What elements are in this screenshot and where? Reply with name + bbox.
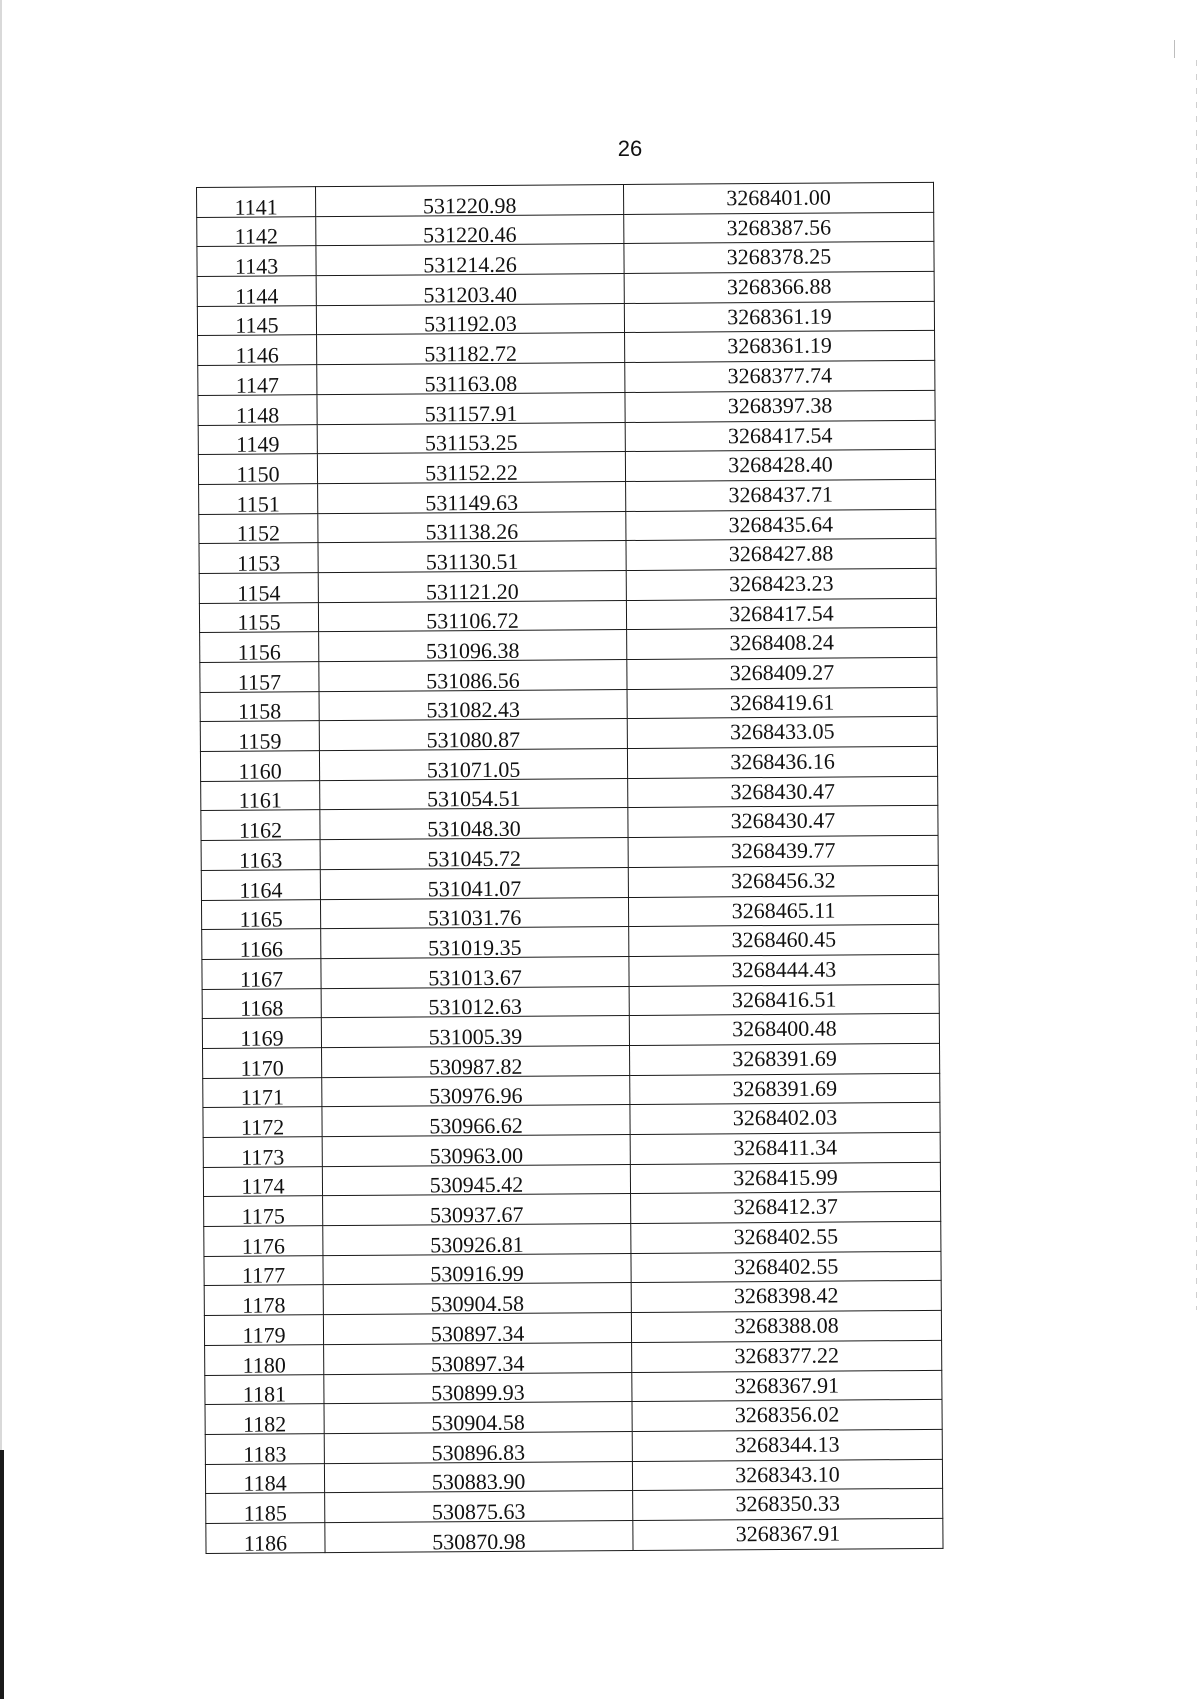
point-id-cell-text: 1143 bbox=[234, 253, 279, 279]
x-coordinate-cell-text: 531220.46 bbox=[423, 222, 517, 248]
y-coordinate-cell-text: 3268366.88 bbox=[726, 273, 832, 300]
point-id-cell-text: 1152 bbox=[236, 520, 281, 546]
y-coordinate-cell bbox=[630, 1162, 940, 1194]
y-coordinate-cell-text: 3268412.37 bbox=[733, 1193, 838, 1220]
point-id-cell bbox=[197, 187, 316, 218]
point-id-cell-text: 1153 bbox=[236, 550, 281, 576]
y-coordinate-cell bbox=[626, 598, 936, 630]
point-id-cell bbox=[198, 454, 317, 485]
point-id-cell-text: 1177 bbox=[241, 1262, 286, 1289]
point-id-cell-text: 1161 bbox=[238, 787, 282, 814]
point-id-cell bbox=[203, 1137, 322, 1168]
point-id-cell-text: 1142 bbox=[234, 223, 279, 250]
y-coordinate-cell-text: 3268417.54 bbox=[729, 600, 834, 626]
point-id-cell bbox=[206, 1493, 325, 1524]
y-coordinate-cell-text: 3268409.27 bbox=[729, 659, 835, 686]
y-coordinate-cell bbox=[625, 420, 935, 452]
y-coordinate-cell bbox=[625, 360, 935, 392]
y-coordinate-cell-text: 3268377.22 bbox=[734, 1342, 840, 1369]
x-coordinate-cell-text: 530904.58 bbox=[430, 1290, 525, 1317]
y-coordinate-cell bbox=[632, 1429, 942, 1461]
point-id-cell-text: 1154 bbox=[237, 580, 281, 606]
x-coordinate-cell-text: 530883.90 bbox=[431, 1468, 526, 1495]
point-id-cell bbox=[199, 543, 318, 574]
x-coordinate-cell-text: 531054.51 bbox=[426, 786, 521, 812]
x-coordinate-cell bbox=[317, 452, 625, 484]
x-coordinate-cell bbox=[322, 1164, 630, 1196]
x-coordinate-cell bbox=[316, 214, 624, 246]
point-id-cell bbox=[199, 602, 318, 636]
x-coordinate-cell bbox=[322, 1045, 630, 1080]
y-coordinate-cell bbox=[633, 1518, 943, 1550]
y-coordinate-cell-text: 3268361.19 bbox=[727, 333, 832, 359]
point-id-cell-text: 1174 bbox=[241, 1173, 285, 1200]
x-coordinate-cell-text: 530904.58 bbox=[431, 1409, 525, 1436]
point-id-cell bbox=[197, 216, 316, 250]
x-coordinate-cell-text: 531203.40 bbox=[423, 281, 518, 308]
point-id-cell bbox=[205, 1463, 324, 1494]
point-id-cell-text: 1167 bbox=[239, 965, 284, 992]
y-coordinate-cell-text: 3268344.13 bbox=[734, 1431, 840, 1458]
point-id-cell bbox=[203, 1077, 322, 1111]
y-coordinate-cell-text: 3268437.71 bbox=[728, 481, 833, 508]
point-id-cell bbox=[199, 484, 318, 515]
x-coordinate-cell-text: 531220.98 bbox=[422, 192, 517, 219]
y-coordinate-cell-text: 3268391.69 bbox=[732, 1075, 838, 1101]
x-coordinate-cell-text: 530976.96 bbox=[429, 1083, 523, 1109]
y-coordinate-cell bbox=[632, 1400, 942, 1432]
x-coordinate-cell bbox=[321, 927, 629, 959]
y-coordinate-cell-text: 3268456.32 bbox=[731, 867, 836, 894]
x-coordinate-cell bbox=[320, 808, 628, 840]
x-coordinate-cell bbox=[323, 1194, 631, 1226]
y-coordinate-cell bbox=[627, 657, 937, 689]
y-coordinate-cell bbox=[623, 182, 933, 214]
y-coordinate-cell-text: 3268387.56 bbox=[726, 214, 832, 240]
y-coordinate-cell bbox=[624, 271, 934, 303]
point-id-cell-text: 1175 bbox=[241, 1203, 285, 1229]
y-coordinate-cell-text: 3268391.69 bbox=[732, 1045, 837, 1072]
x-coordinate-cell bbox=[317, 333, 625, 365]
y-coordinate-cell-text: 3268388.08 bbox=[734, 1312, 839, 1339]
y-coordinate-cell-text: 3268416.51 bbox=[731, 986, 837, 1012]
point-id-cell bbox=[205, 1374, 324, 1405]
point-id-cell-text: 1166 bbox=[239, 936, 284, 962]
x-coordinate-cell-text: 531214.26 bbox=[423, 251, 517, 278]
x-coordinate-cell bbox=[324, 1431, 632, 1463]
point-id-cell-text: 1164 bbox=[239, 876, 283, 903]
x-coordinate-cell-text: 531106.72 bbox=[426, 608, 519, 634]
x-coordinate-cell-text: 530945.42 bbox=[429, 1172, 524, 1198]
y-coordinate-cell bbox=[626, 509, 936, 541]
y-coordinate-cell-text: 3268415.99 bbox=[733, 1164, 838, 1190]
point-id-cell bbox=[203, 1048, 322, 1079]
point-id-cell bbox=[205, 1404, 324, 1435]
x-coordinate-cell bbox=[319, 660, 627, 692]
y-coordinate-cell-text: 3268439.77 bbox=[730, 837, 836, 864]
x-coordinate-cell bbox=[319, 630, 627, 662]
point-id-cell-text: 1163 bbox=[239, 847, 283, 873]
x-coordinate-cell bbox=[324, 1372, 632, 1404]
x-coordinate-cell-text: 531192.03 bbox=[424, 311, 517, 337]
y-coordinate-cell-text: 3268377.74 bbox=[727, 362, 833, 389]
page-number: 26 bbox=[617, 136, 643, 161]
y-coordinate-cell-text: 3268398.42 bbox=[733, 1282, 839, 1309]
x-coordinate-cell bbox=[323, 1313, 631, 1345]
x-coordinate-cell-text: 531082.43 bbox=[426, 697, 520, 723]
y-coordinate-cell-text: 3268427.88 bbox=[728, 540, 834, 567]
point-id-cell bbox=[202, 959, 321, 990]
y-coordinate-cell-text: 3268423.23 bbox=[728, 570, 834, 597]
y-coordinate-cell bbox=[629, 1014, 939, 1046]
point-id-cell-text: 1173 bbox=[241, 1144, 285, 1170]
point-id-cell bbox=[204, 1285, 323, 1316]
y-coordinate-cell-text: 3268430.47 bbox=[730, 807, 836, 834]
point-id-cell bbox=[202, 1018, 321, 1049]
y-coordinate-cell bbox=[627, 687, 937, 719]
x-coordinate-cell-text: 530966.62 bbox=[429, 1112, 523, 1139]
x-coordinate-cell bbox=[325, 1520, 633, 1555]
point-id-cell-text: 1183 bbox=[243, 1440, 287, 1467]
y-coordinate-cell-text: 3268430.47 bbox=[730, 778, 836, 805]
point-id-cell bbox=[200, 721, 319, 752]
x-coordinate-cell bbox=[316, 274, 624, 306]
x-coordinate-cell bbox=[325, 1491, 633, 1523]
x-coordinate-cell bbox=[323, 1224, 631, 1256]
point-id-cell-text: 1180 bbox=[242, 1351, 286, 1378]
x-coordinate-cell bbox=[322, 1075, 630, 1107]
x-coordinate-cell-text: 531012.63 bbox=[428, 993, 523, 1020]
y-coordinate-cell-text: 3268411.34 bbox=[733, 1134, 838, 1161]
y-coordinate-cell bbox=[631, 1310, 941, 1342]
point-id-cell bbox=[198, 424, 317, 455]
point-id-cell-text: 1165 bbox=[239, 906, 283, 932]
x-coordinate-cell bbox=[318, 481, 626, 513]
x-coordinate-cell bbox=[324, 1402, 632, 1434]
point-id-cell-text: 1155 bbox=[237, 609, 281, 636]
point-id-cell-text: 1158 bbox=[237, 698, 282, 725]
x-coordinate-cell-text: 531121.20 bbox=[425, 578, 519, 605]
x-coordinate-cell-text: 531045.72 bbox=[427, 845, 522, 872]
point-id-cell bbox=[201, 869, 320, 903]
point-id-cell bbox=[202, 988, 321, 1019]
y-coordinate-cell-text: 3268402.55 bbox=[733, 1223, 839, 1250]
point-id-cell-text: 1146 bbox=[235, 342, 279, 368]
x-coordinate-cell bbox=[319, 719, 627, 751]
x-coordinate-cell-text: 530875.63 bbox=[431, 1498, 526, 1525]
x-coordinate-cell-text: 531048.30 bbox=[427, 815, 521, 842]
x-coordinate-cell-text: 531153.25 bbox=[424, 429, 518, 456]
x-coordinate-cell bbox=[320, 897, 628, 929]
y-coordinate-cell bbox=[630, 1132, 940, 1164]
point-id-cell bbox=[198, 365, 317, 396]
y-coordinate-cell bbox=[625, 390, 935, 422]
x-coordinate-cell bbox=[323, 1253, 631, 1285]
point-id-cell-text: 1168 bbox=[240, 995, 284, 1021]
x-coordinate-cell bbox=[316, 303, 624, 335]
y-coordinate-cell-text: 3268435.64 bbox=[728, 511, 834, 537]
point-id-cell-text: 1157 bbox=[237, 669, 282, 695]
y-coordinate-cell bbox=[624, 212, 934, 244]
point-id-cell bbox=[198, 394, 317, 428]
x-coordinate-cell bbox=[321, 1016, 629, 1048]
y-coordinate-cell bbox=[625, 331, 935, 363]
point-id-cell bbox=[205, 1434, 324, 1465]
point-id-cell bbox=[203, 1107, 322, 1138]
x-coordinate-cell-text: 531071.05 bbox=[426, 756, 521, 783]
y-coordinate-cell bbox=[632, 1370, 942, 1402]
x-coordinate-cell-text: 531041.07 bbox=[427, 875, 522, 901]
y-coordinate-cell bbox=[624, 301, 934, 333]
x-coordinate-cell-text: 530926.81 bbox=[430, 1231, 524, 1258]
x-coordinate-cell-text: 530899.93 bbox=[431, 1379, 525, 1406]
point-id-cell bbox=[204, 1226, 323, 1257]
point-id-cell bbox=[205, 1344, 324, 1378]
y-coordinate-cell bbox=[631, 1281, 941, 1313]
x-coordinate-cell-text: 530916.99 bbox=[430, 1261, 524, 1287]
point-id-cell-text: 1156 bbox=[237, 639, 281, 665]
y-coordinate-cell bbox=[628, 806, 938, 838]
x-coordinate-cell bbox=[317, 363, 625, 395]
x-coordinate-cell bbox=[318, 511, 626, 543]
x-coordinate-cell-text: 530896.83 bbox=[431, 1439, 526, 1465]
point-id-cell-text: 1141 bbox=[234, 194, 278, 220]
point-id-cell-text: 1151 bbox=[236, 490, 280, 517]
y-coordinate-cell bbox=[632, 1459, 942, 1491]
x-coordinate-cell bbox=[317, 392, 625, 424]
point-id-cell bbox=[201, 810, 320, 841]
point-id-cell-text: 1181 bbox=[242, 1381, 287, 1407]
y-coordinate-cell bbox=[626, 479, 936, 511]
x-coordinate-cell-text: 531130.51 bbox=[425, 548, 519, 575]
point-id-cell bbox=[200, 662, 319, 693]
point-id-cell-text: 1160 bbox=[238, 758, 282, 784]
point-id-cell bbox=[201, 840, 320, 871]
y-coordinate-cell bbox=[628, 776, 938, 808]
point-id-cell-text: 1182 bbox=[242, 1411, 287, 1437]
point-id-cell-text: 1150 bbox=[236, 461, 280, 487]
x-coordinate-cell-text: 530897.34 bbox=[430, 1350, 525, 1376]
x-coordinate-cell bbox=[322, 1105, 630, 1137]
point-id-cell-text: 1185 bbox=[243, 1500, 287, 1526]
x-coordinate-cell bbox=[319, 749, 627, 781]
y-coordinate-cell-text: 3268401.00 bbox=[726, 184, 831, 211]
point-id-cell-text: 1148 bbox=[235, 401, 280, 428]
x-coordinate-cell bbox=[324, 1342, 632, 1374]
y-coordinate-cell bbox=[627, 746, 937, 778]
point-id-cell-text: 1176 bbox=[241, 1233, 286, 1259]
scan-mark bbox=[1174, 40, 1175, 58]
x-coordinate-cell bbox=[318, 570, 626, 605]
y-coordinate-cell bbox=[629, 984, 939, 1016]
point-id-cell bbox=[204, 1315, 323, 1346]
y-coordinate-cell-text: 3268402.03 bbox=[732, 1104, 838, 1131]
coordinate-table bbox=[196, 182, 940, 1554]
y-coordinate-cell-text: 3268433.05 bbox=[729, 718, 835, 745]
y-coordinate-cell bbox=[624, 242, 934, 274]
y-coordinate-cell-text: 3268444.43 bbox=[731, 956, 837, 983]
y-coordinate-cell-text: 3268400.48 bbox=[732, 1015, 837, 1042]
point-id-cell-text: 1149 bbox=[236, 431, 280, 457]
y-coordinate-cell-text: 3268428.40 bbox=[728, 451, 833, 478]
point-id-cell-text: 1184 bbox=[243, 1470, 287, 1496]
y-coordinate-cell bbox=[630, 1073, 940, 1105]
scan-edge-faint bbox=[0, 0, 2, 1450]
y-coordinate-cell-text: 3268350.33 bbox=[735, 1490, 841, 1517]
y-coordinate-cell-text: 3268367.91 bbox=[734, 1372, 840, 1398]
y-coordinate-cell-text: 3268367.91 bbox=[735, 1520, 841, 1547]
y-coordinate-cell-text: 3268419.61 bbox=[729, 689, 835, 715]
x-coordinate-cell-text: 531005.39 bbox=[428, 1023, 523, 1050]
x-coordinate-cell bbox=[319, 689, 627, 721]
x-coordinate-cell bbox=[320, 778, 628, 810]
y-coordinate-cell bbox=[629, 954, 939, 986]
x-coordinate-cell bbox=[322, 1134, 630, 1169]
y-coordinate-cell bbox=[630, 1103, 940, 1135]
x-coordinate-cell bbox=[323, 1283, 631, 1315]
x-coordinate-cell bbox=[316, 244, 624, 276]
x-coordinate-cell bbox=[321, 956, 629, 988]
point-id-cell-text: 1144 bbox=[235, 283, 279, 309]
x-coordinate-cell bbox=[318, 541, 626, 573]
y-coordinate-cell-text: 3268356.02 bbox=[734, 1401, 840, 1428]
x-coordinate-cell bbox=[317, 422, 625, 454]
point-id-cell bbox=[201, 899, 320, 930]
x-coordinate-cell-text: 531096.38 bbox=[425, 637, 520, 664]
x-coordinate-cell-text: 531149.63 bbox=[425, 489, 519, 515]
y-coordinate-cell bbox=[632, 1340, 942, 1372]
point-id-cell-text: 1169 bbox=[240, 1025, 284, 1051]
y-coordinate-cell-text: 3268361.19 bbox=[727, 303, 832, 330]
x-coordinate-cell-text: 530897.34 bbox=[430, 1320, 525, 1347]
y-coordinate-cell bbox=[625, 450, 935, 482]
y-coordinate-cell-text: 3268460.45 bbox=[731, 926, 837, 953]
x-coordinate-cell-text: 531182.72 bbox=[424, 340, 518, 367]
point-id-cell-text: 1147 bbox=[235, 372, 280, 398]
point-id-cell-text: 1172 bbox=[240, 1114, 285, 1140]
x-coordinate-cell-text: 531157.91 bbox=[424, 400, 518, 426]
y-coordinate-cell bbox=[633, 1489, 943, 1521]
point-id-cell bbox=[197, 305, 316, 339]
x-coordinate-cell bbox=[318, 600, 626, 632]
x-coordinate-cell bbox=[316, 185, 624, 217]
y-coordinate-cell-text: 3268465.11 bbox=[731, 897, 836, 923]
point-id-cell bbox=[203, 1166, 322, 1200]
x-coordinate-cell-text: 531019.35 bbox=[427, 934, 522, 961]
x-coordinate-cell-text: 531152.22 bbox=[425, 459, 518, 486]
x-coordinate-cell bbox=[324, 1461, 632, 1493]
point-id-cell-text: 1178 bbox=[242, 1292, 286, 1318]
x-coordinate-cell-text: 531163.08 bbox=[424, 370, 518, 397]
point-id-cell bbox=[202, 929, 321, 960]
y-coordinate-cell bbox=[628, 895, 938, 927]
y-coordinate-cell bbox=[626, 539, 936, 571]
x-coordinate-cell-text: 531086.56 bbox=[426, 667, 520, 694]
point-id-cell-text: 1171 bbox=[240, 1084, 285, 1111]
point-id-cell-text: 1159 bbox=[238, 728, 282, 754]
point-id-cell-text: 1179 bbox=[242, 1322, 286, 1348]
y-coordinate-cell-text: 3268402.55 bbox=[733, 1253, 839, 1280]
point-id-cell-text: 1170 bbox=[240, 1055, 284, 1081]
point-id-cell bbox=[198, 335, 317, 366]
x-coordinate-cell-text: 530963.00 bbox=[429, 1142, 524, 1169]
point-id-cell bbox=[200, 632, 319, 663]
point-id-cell bbox=[197, 246, 316, 277]
y-coordinate-cell bbox=[630, 1043, 940, 1075]
scan-edge-dark bbox=[0, 1450, 4, 1699]
y-coordinate-cell-text: 3268378.25 bbox=[726, 243, 832, 270]
x-coordinate-cell-text: 531013.67 bbox=[428, 964, 522, 990]
point-id-cell bbox=[201, 780, 320, 814]
point-id-cell bbox=[206, 1523, 325, 1554]
point-id-cell-text: 1186 bbox=[243, 1530, 288, 1556]
x-coordinate-cell-text: 530937.67 bbox=[429, 1201, 524, 1228]
y-coordinate-cell-text: 3268436.16 bbox=[730, 748, 835, 775]
x-coordinate-cell bbox=[321, 986, 629, 1018]
y-coordinate-cell bbox=[626, 568, 936, 600]
x-coordinate-cell-text: 531138.26 bbox=[425, 519, 519, 545]
point-id-cell bbox=[204, 1255, 323, 1289]
y-coordinate-cell bbox=[629, 925, 939, 957]
x-coordinate-cell-text: 531080.87 bbox=[426, 726, 521, 753]
y-coordinate-cell bbox=[631, 1221, 941, 1253]
x-coordinate-cell-text: 531031.76 bbox=[427, 904, 522, 931]
x-coordinate-cell bbox=[320, 838, 628, 870]
x-coordinate-cell-text: 530870.98 bbox=[432, 1528, 526, 1555]
x-coordinate-cell-text: 530987.82 bbox=[428, 1053, 523, 1080]
y-coordinate-cell-text: 3268397.38 bbox=[727, 392, 833, 419]
x-coordinate-cell bbox=[320, 867, 628, 899]
scan-dashed-edge bbox=[1196, 60, 1197, 1310]
y-coordinate-cell-text: 3268417.54 bbox=[727, 422, 833, 448]
point-id-cell bbox=[200, 691, 319, 725]
y-coordinate-cell bbox=[631, 1251, 941, 1283]
point-id-cell-text: 1145 bbox=[235, 312, 279, 339]
point-id-cell bbox=[199, 573, 318, 604]
point-id-cell bbox=[197, 276, 316, 307]
y-coordinate-cell bbox=[627, 628, 937, 660]
y-coordinate-cell bbox=[631, 1192, 941, 1224]
coordinate-table-body bbox=[197, 182, 944, 1556]
y-coordinate-cell bbox=[627, 717, 937, 749]
point-id-cell bbox=[200, 751, 319, 782]
y-coordinate-cell bbox=[628, 865, 938, 897]
y-coordinate-cell bbox=[628, 835, 938, 867]
y-coordinate-cell-text: 3268408.24 bbox=[729, 629, 835, 656]
point-id-cell bbox=[204, 1196, 323, 1227]
point-id-cell-text: 1162 bbox=[238, 817, 283, 843]
point-id-cell bbox=[199, 513, 318, 544]
y-coordinate-cell-text: 3268343.10 bbox=[735, 1461, 840, 1487]
